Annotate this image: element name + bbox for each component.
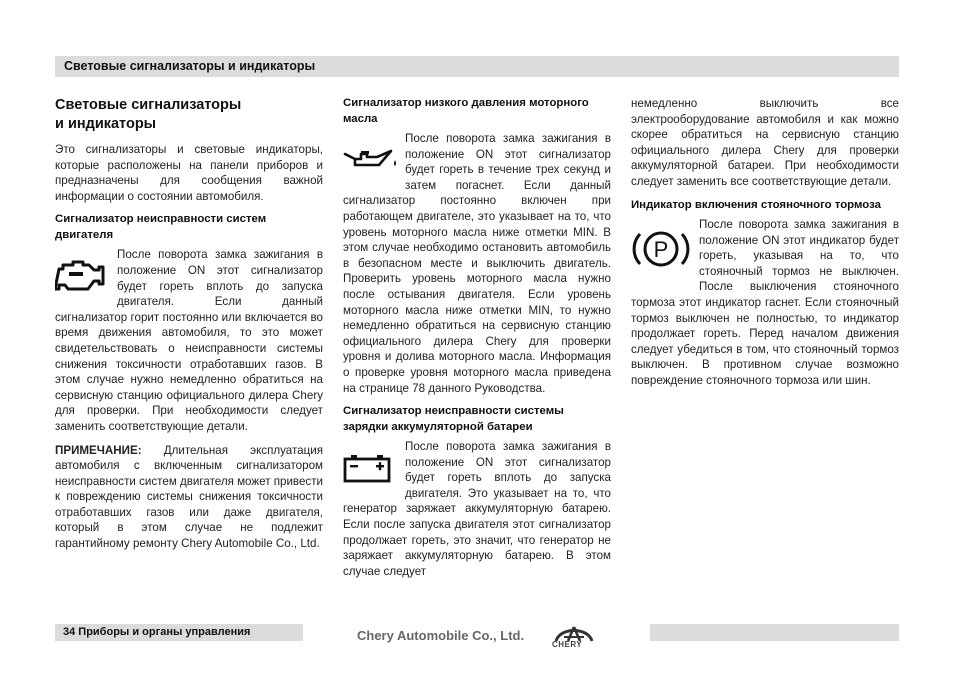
intro-paragraph: Это сигнализаторы и световые индикаторы, которые расположены на панели приборов и предназначены для сообщения важной информации о состоянии автомобиля. [55, 143, 323, 203]
parking-brake-icon [631, 217, 695, 281]
charge-paragraph [343, 439, 611, 579]
note-paragraph [55, 443, 323, 552]
charge-text: После поворота замка зажигания в положение ON этот сигнализатор будет гореть вплоть до запуска двигателя. Это указывает на то, что генератор заряжает аккумуляторную батарею. Если после запуска двигателя этот сигнализатор продолжает гореть, это значит, что генератор не заряжает аккумуляторную батарею. В этом случае следует [343, 440, 611, 578]
footer-right-bar [650, 624, 899, 641]
engine-paragraph [55, 247, 323, 434]
section-title [55, 96, 323, 134]
note-label: ПРИМЕЧАНИЕ: [55, 443, 142, 457]
note-text: Длительная эксплуатация автомобиля с включенным сигнализатором неисправности систем двигателя может привести к повреждению системы снижения токсичности отработавших газов или даже двигателя, который в этом случае не подлежит гарантийному ремонту Chery Automobile Co., Ltd. [55, 443, 323, 551]
battery-icon [343, 439, 401, 497]
park-paragraph [631, 217, 899, 389]
header-title: Световые сигнализаторы и индикаторы [64, 59, 316, 73]
column-2 [343, 96, 611, 587]
oil-subheading: Сигнализатор низкого давления моторного масла [343, 97, 589, 125]
battery-continuation: немедленно выключить все электрооборудование автомобиля и как можно скорее обратиться на сервисную станцию официального дилера Chery для проверки аккумуляторной батареи. При необходимости следует заменить все соответствующие детали. [631, 97, 899, 188]
logo-text: CHERY [552, 640, 583, 649]
oil-can-icon [343, 131, 401, 189]
column-3 [631, 96, 899, 397]
oil-text: После поворота замка зажигания в положение ON этот сигнализатор будет гореть в течение трех секунд и затем погаснет. Если данный сигнализатор постоянно включен при работающем двигателе, это указывает на то, что уровень моторного масла ниже отметки MIN. В этом случае необходимо остановить автомобиль в безопасном месте и выключить двигатель. Проверить уровень моторного масла нужно после остывания двигателя. Если уровень моторного масла ниже отметки MIN, то нужно немедленно обратиться на сервисную станцию официального дилера Chery для проверки уровня и долива моторного масла. Информация о проверке уровня моторного масла приведена на странице 78 данного Руководства. [343, 132, 611, 395]
footer-page-text: 34 Приборы и органы управления [63, 626, 251, 638]
parking-letter: P [653, 237, 669, 263]
engine-text: После поворота замка зажигания в положение ON этот сигнализатор будет гореть вплоть до запуска двигателя. Если данный сигнализатор горит постоянно или включается во время движения автомобиля, то это может свидетельствовать о неисправности системы снижения токсичности отработавших газов. В этом случае нужно немедленно обратиться на сервисную станцию официального дилера Chery для проверки. При необходимости следует заменить соответствующие детали. [55, 248, 323, 433]
section-title-line2: и индикаторы [55, 116, 157, 132]
park-subheading: Индикатор включения стояночного тормоза [631, 198, 881, 211]
engine-subheading: Сигнализатор неисправности систем двигателя [55, 213, 267, 241]
section-title-line1: Световые сигнализаторы [55, 97, 242, 113]
header-bar [55, 56, 899, 77]
footer-brand: Chery Automobile Co., Ltd. [357, 628, 525, 643]
park-text: После поворота замка зажигания в положение ON этот индикатор будет гореть, указывая на то, что стояночный тормоз не выключен. После выключения стояночного тормоза этот индикатор гаснет. Если стояночный тормоз выключен не полностью, то индикатор продолжает гореть. Перед началом движения следует убедиться в том, что стояночный тормоз выключен. В противном случае возможно повреждение стояночного тормоза или шин. [631, 218, 899, 387]
footer-page-label [55, 624, 303, 641]
engine-warning-icon [55, 247, 113, 305]
charge-subheading: Сигнализатор неисправности системы зарядки аккумуляторной батареи [343, 405, 564, 433]
oil-paragraph [343, 131, 611, 396]
column-1 [55, 96, 323, 560]
